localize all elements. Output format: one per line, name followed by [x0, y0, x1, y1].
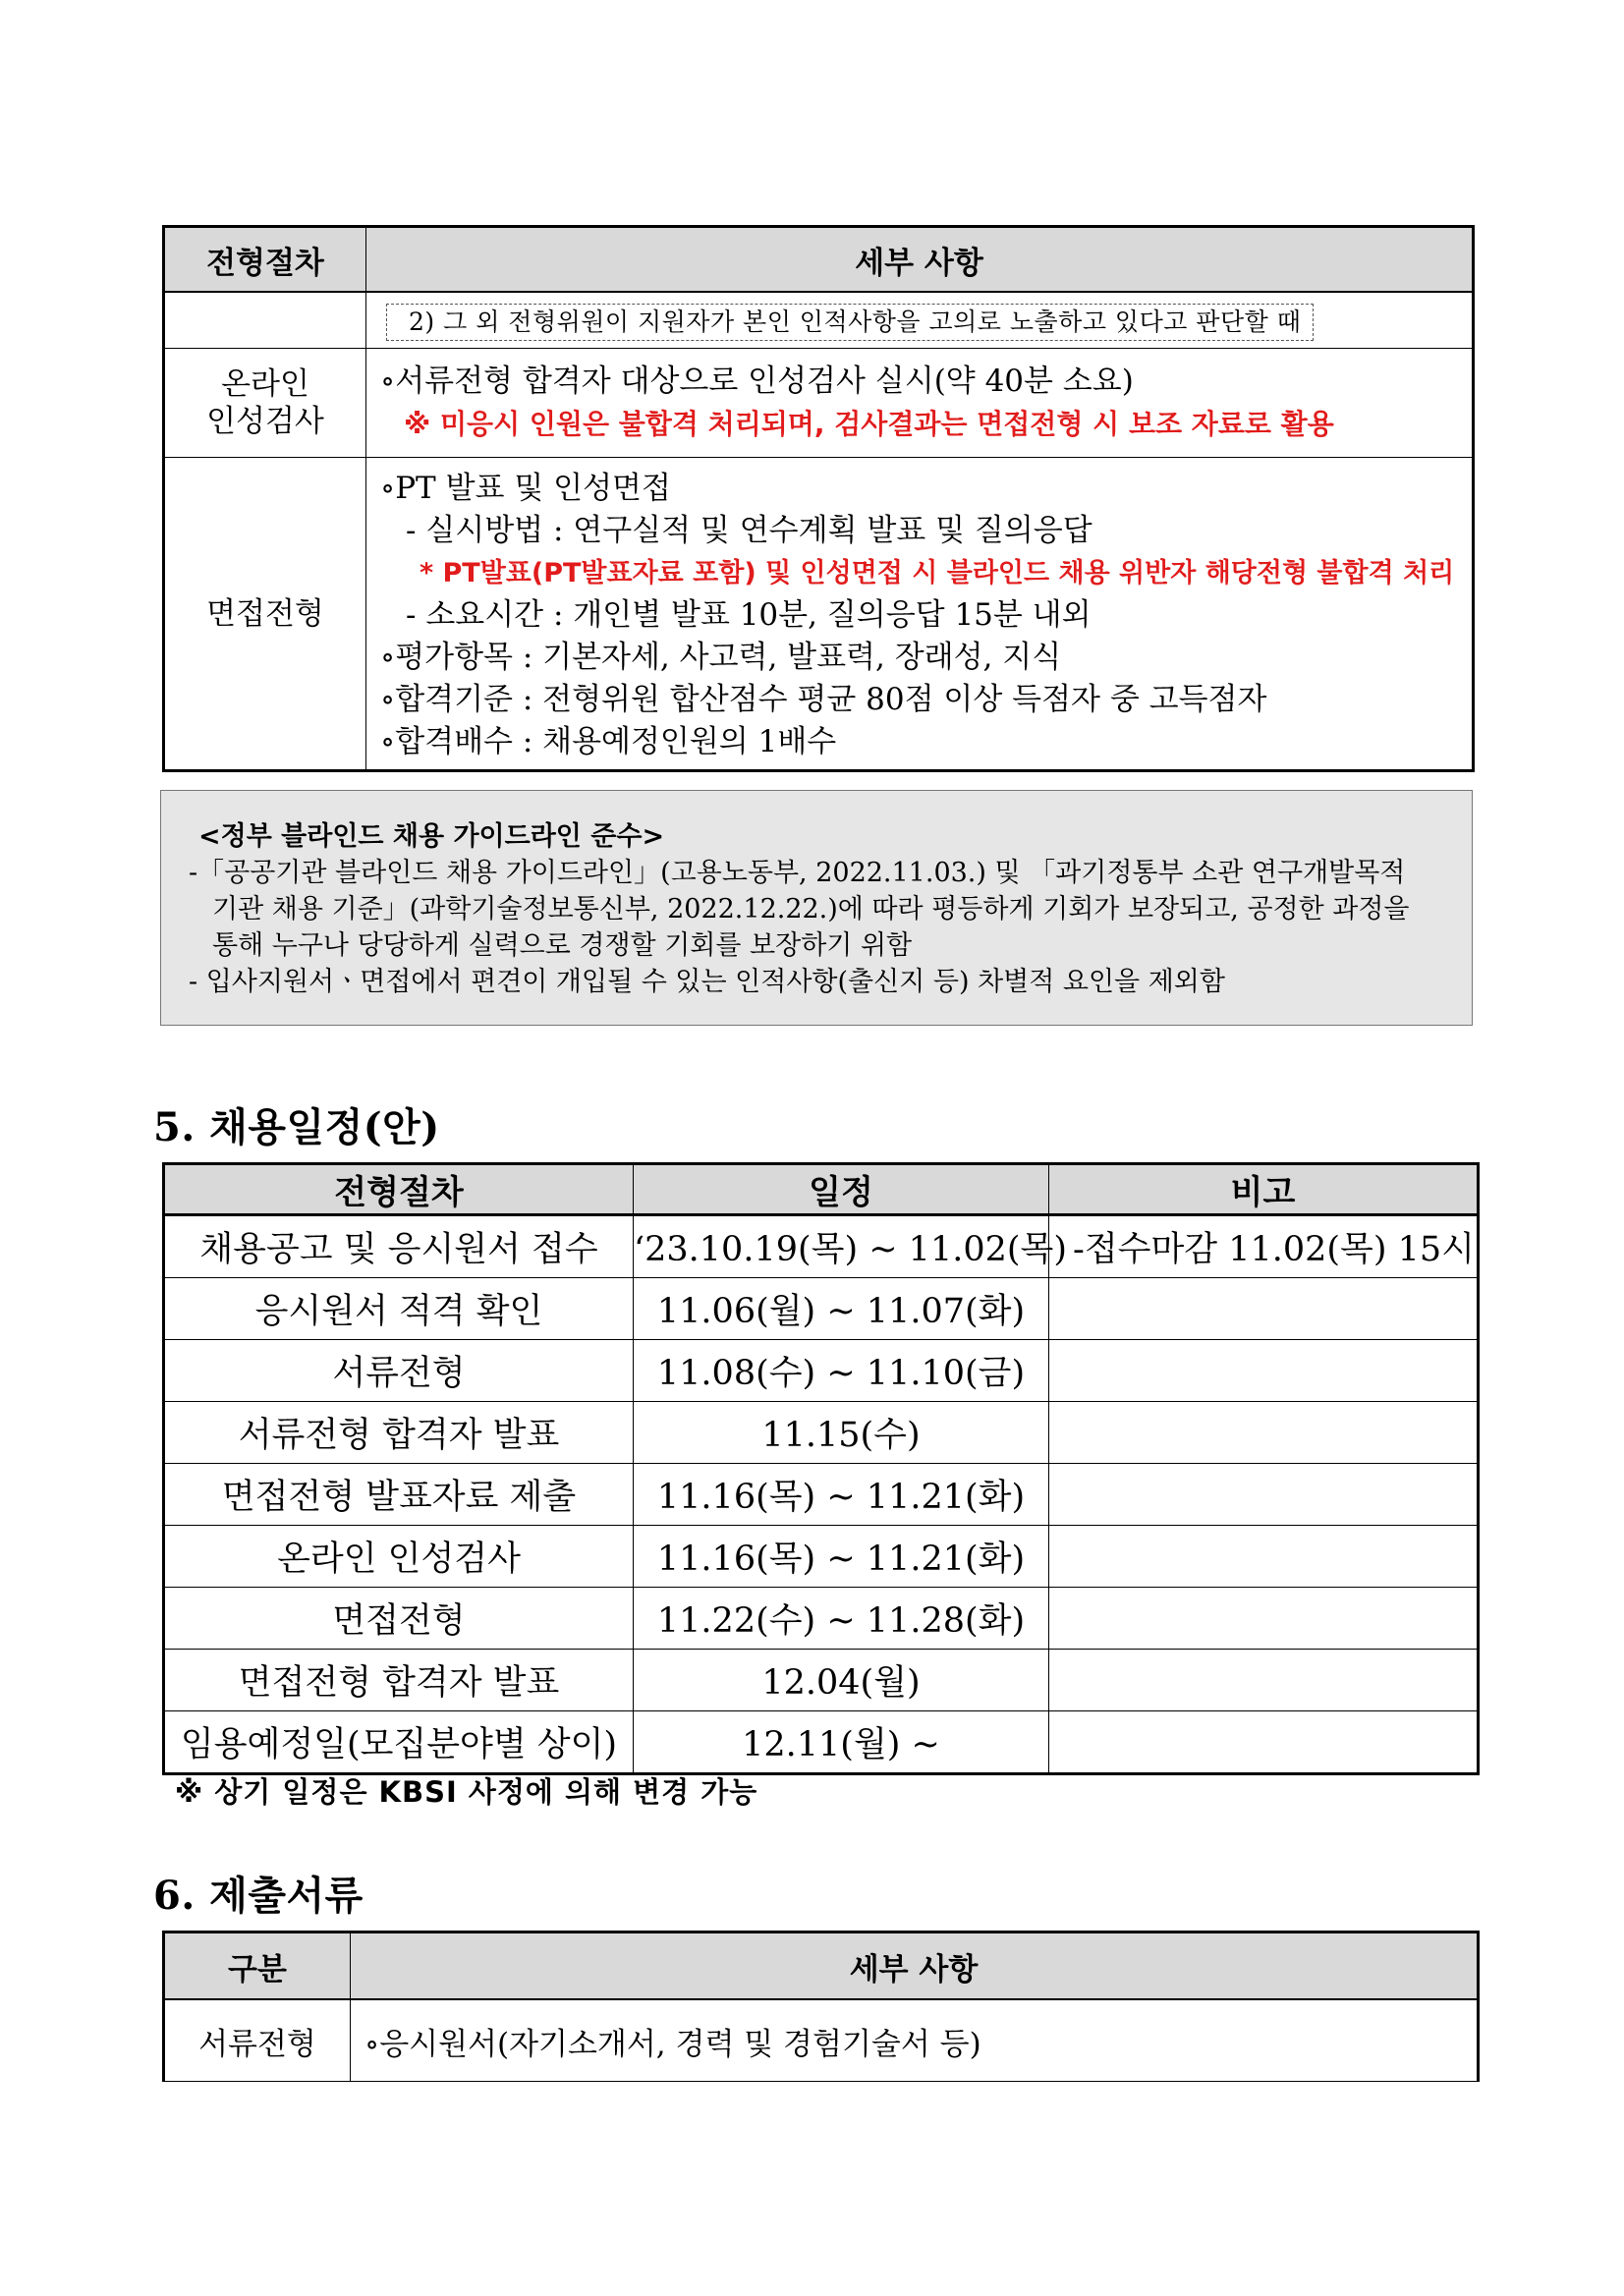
documents-category: 서류전형	[164, 1999, 351, 2082]
table-row-continued	[164, 292, 1474, 349]
category-line: 인성검사	[206, 404, 324, 439]
online-test-category	[164, 349, 366, 458]
schedule-date-cell: 11.15(수)	[634, 1402, 1049, 1464]
category-line: 온라인	[221, 366, 309, 402]
schedule-step-cell: 임용예정일(모집분야별 상이)	[164, 1711, 634, 1774]
warning-note: ※ 미응시 인원은 불합격 처리되며, 검사결과는 면접전형 시 보조 자료로 활용	[404, 408, 1334, 440]
warning-note: * PT발표(PT발표자료 포함) 및 인성면접 시 블라인드 채용 위반자 해당전형 불합격 처리	[420, 558, 1455, 588]
header-note: 비고	[1049, 1164, 1479, 1215]
interview-category: 면접전형	[164, 458, 366, 771]
detail-line: ∘서류전형 합격자 대상으로 인성검사 실시(약 40분 소요)	[380, 364, 1134, 399]
guide-title: <정부 블라인드 채용 가이드라인 준수>	[198, 821, 665, 852]
schedule-date-cell: 11.16(목) ~ 11.21(화)	[634, 1526, 1049, 1588]
detail-line: - 소요시간 : 개인별 발표 10분, 질의응답 15분 내외	[406, 597, 1092, 633]
schedule-date-cell: 11.22(수) ~ 11.28(화)	[634, 1588, 1049, 1650]
schedule-step-cell: 면접전형 발표자료 제출	[164, 1464, 634, 1526]
header-date: 일정	[634, 1164, 1049, 1215]
guide-line: 통해 누구나 당당하게 실력으로 경쟁할 기회를 보장하기 위함	[212, 930, 913, 961]
schedule-note-cell	[1049, 1464, 1479, 1526]
detail-line: ∘평가항목 : 기본자세, 사고력, 발표력, 장래성, 지식	[380, 640, 1062, 675]
schedule-step-cell: 응시원서 적격 확인	[164, 1278, 634, 1340]
schedule-date-cell: 11.06(월) ~ 11.07(화)	[634, 1278, 1049, 1340]
header-details: 세부 사항	[351, 1932, 1479, 2000]
schedule-note-cell	[1049, 1526, 1479, 1588]
detail-line: ∘합격기준 : 전형위원 합산점수 평균 80점 이상 득점자 중 고득점자	[380, 682, 1267, 717]
table-header-row	[164, 1164, 1479, 1215]
table-row	[164, 1711, 1479, 1774]
schedule-step-cell: 채용공고 및 응시원서 접수	[164, 1215, 634, 1278]
schedule-step-cell: 면접전형	[164, 1588, 634, 1650]
schedule-date-cell: 11.16(목) ~ 11.21(화)	[634, 1464, 1049, 1526]
table-row	[164, 1999, 1479, 2082]
schedule-note-cell	[1049, 1340, 1479, 1402]
schedule-note-cell: -접수마감 11.02(목) 15시	[1049, 1215, 1479, 1278]
documents-table	[162, 1931, 1480, 2082]
detail-line: ∘합격배수 : 채용예정인원의 1배수	[380, 724, 837, 759]
table-row-online-test	[164, 349, 1474, 458]
online-test-detail	[366, 349, 1474, 458]
table-header-row	[164, 1932, 1479, 2000]
header-category: 구분	[164, 1932, 351, 2000]
table-row-interview	[164, 458, 1474, 771]
selection-details-table	[162, 225, 1475, 772]
guide-line: 기관 채용 기준」(과학기술정보통신부, 2022.12.22.)에 따라 평등하게 기회가 보장되고, 공정한 과정을	[212, 894, 1410, 924]
schedule-date-cell: 11.08(수) ~ 11.10(금)	[634, 1340, 1049, 1402]
schedule-date-cell: ‘23.10.19(목) ~ 11.02(목)	[634, 1215, 1049, 1278]
section-heading-documents: 6. 제출서류	[153, 1873, 364, 1919]
schedule-note-cell	[1049, 1711, 1479, 1774]
table-header-row	[164, 227, 1474, 293]
schedule-note-cell	[1049, 1402, 1479, 1464]
detail-line: - 실시방법 : 연구실적 및 연수계획 발표 및 질의응답	[406, 513, 1092, 548]
schedule-step-cell: 서류전형	[164, 1340, 634, 1402]
schedule-table	[162, 1162, 1480, 1775]
interview-detail	[366, 458, 1474, 771]
section-heading-schedule: 5. 채용일정(안)	[153, 1104, 440, 1150]
schedule-step-cell: 서류전형 합격자 발표	[164, 1402, 634, 1464]
schedule-footnote: ※ 상기 일정은 KBSI 사정에 의해 변경 가능	[175, 1775, 758, 1809]
header-procedure: 전형절차	[164, 1164, 634, 1215]
schedule-step-cell: 면접전형 합격자 발표	[164, 1650, 634, 1711]
header-details: 세부 사항	[366, 227, 1474, 293]
table-row	[164, 1402, 1479, 1464]
schedule-date-cell: 12.04(월)	[634, 1650, 1049, 1711]
schedule-note-cell	[1049, 1650, 1479, 1711]
schedule-date-cell: 12.11(월) ~	[634, 1711, 1049, 1774]
continued-category	[164, 292, 366, 349]
schedule-note-cell	[1049, 1278, 1479, 1340]
blind-hiring-guide-box	[160, 790, 1473, 1026]
table-row	[164, 1340, 1479, 1402]
header-procedure: 전형절차	[164, 227, 366, 293]
documents-detail: ∘응시원서(자기소개서, 경력 및 경험기술서 등)	[351, 1999, 1479, 2082]
boxed-note: 2) 그 외 전형위원이 지원자가 본인 인적사항을 고의로 노출하고 있다고 판단할 때	[386, 304, 1314, 341]
table-row	[164, 1215, 1479, 1278]
detail-line: ∘PT 발표 및 인성면접	[380, 471, 671, 506]
guide-line: -「공공기관 블라인드 채용 가이드라인」(고용노동부, 2022.11.03.) 및 「과기정통부 소관 연구개발목적	[189, 858, 1406, 888]
guide-line: - 입사지원서ㆍ면접에서 편견이 개입될 수 있는 인적사항(출신지 등) 차별적 요인을 제외함	[189, 967, 1225, 997]
schedule-note-cell	[1049, 1588, 1479, 1650]
schedule-step-cell: 온라인 인성검사	[164, 1526, 634, 1588]
table-row	[164, 1464, 1479, 1526]
continued-detail	[366, 292, 1474, 349]
table-row	[164, 1278, 1479, 1340]
table-row	[164, 1650, 1479, 1711]
table-row	[164, 1526, 1479, 1588]
table-row	[164, 1588, 1479, 1650]
